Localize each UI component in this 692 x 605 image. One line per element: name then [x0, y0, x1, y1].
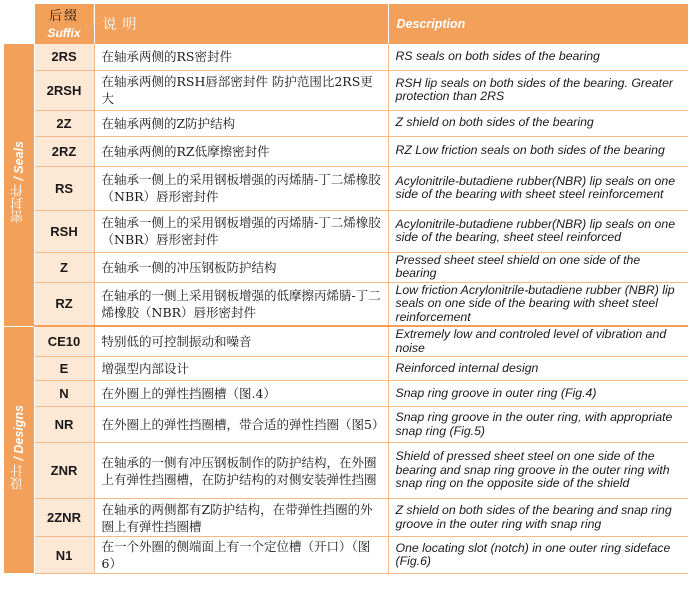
table-row [4, 44, 688, 70]
row-suffix: E [34, 357, 94, 381]
header-desc-zh: 说明 [94, 4, 388, 44]
header-desc-en: Description [388, 4, 688, 44]
row-suffix: RZ [34, 282, 94, 326]
row-suffix: CE10 [34, 326, 94, 357]
category-designs [4, 326, 34, 574]
category-seals-en: / Seals [12, 141, 27, 185]
table-row [4, 252, 688, 282]
row-desc-zh: 在轴承两侧的RS密封件 [94, 44, 388, 70]
table-header [4, 4, 688, 44]
row-desc-zh: 在外圈上的弹性挡圈槽，带合适的弹性挡圈（图5） [94, 407, 388, 443]
row-desc-zh: 在轴承两侧的RZ低摩擦密封件 [94, 136, 388, 166]
row-desc-zh: 在轴承一侧的冲压钢板防护结构 [94, 252, 388, 282]
table-row [4, 70, 688, 110]
row-suffix: 2Z [34, 110, 94, 136]
row-suffix: N1 [34, 537, 94, 574]
row-desc-en: Pressed sheet steel shield on one side of the bearing [388, 252, 688, 282]
row-desc-zh: 增强型内部设计 [94, 357, 388, 381]
row-suffix: N [34, 381, 94, 407]
row-desc-en: Acylonitrile-butadiene rubber(NBR) lip seals on one side of the bearing, sheet steel reinforced [388, 210, 688, 252]
table-row [4, 407, 688, 443]
table-row [4, 499, 688, 537]
row-desc-zh: 在轴承两侧的RSH唇部密封件 防护范围比2RS更大 [94, 70, 388, 110]
table-row [4, 381, 688, 407]
row-desc-zh: 在轴承的两侧都有Z防护结构，在带弹性挡圈的外圈上有弹性挡圈槽 [94, 499, 388, 537]
row-desc-zh: 在轴承一侧上的采用钢板增强的丙烯腈-丁二烯橡胶（NBR）唇形密封件 [94, 166, 388, 210]
row-desc-en: Acylonitrile-butadiene rubber(NBR) lip seals on one side of the bearing with sheet steel reinforcement [388, 166, 688, 210]
table-row [4, 357, 688, 381]
row-desc-en: Snap ring groove in outer ring (Fig.4) [388, 381, 688, 407]
row-suffix: Z [34, 252, 94, 282]
category-seals-zh: 密封件 [11, 184, 27, 224]
row-desc-zh: 在外圈上的弹性挡圈槽（图.4） [94, 381, 388, 407]
table-row [4, 443, 688, 499]
table-row [4, 210, 688, 252]
row-desc-en: Low friction Acrylonitrile-butadiene rubber (NBR) lip seals on one side of the bearing with sheet steel reinforcement [388, 282, 688, 326]
row-desc-en: Snap ring groove in the outer ring, with appropriate snap ring (Fig.5) [388, 407, 688, 443]
suffix-table [4, 4, 688, 574]
row-desc-en: Extremely low and controled level of vibration and noise [388, 326, 688, 357]
category-seals [4, 44, 34, 326]
header-blank [4, 4, 34, 44]
header-suffix-en: Suffix [47, 26, 81, 40]
row-desc-en: RSH lip seals on both sides of the bearing. Greater protection than 2RS [388, 70, 688, 110]
row-desc-zh: 在轴承两侧的Z防护结构 [94, 110, 388, 136]
row-desc-zh: 在轴承一侧上的采用钢板增强的丙烯腈-丁二烯橡胶（NBR）唇形密封件 [94, 210, 388, 252]
table-row [4, 110, 688, 136]
row-suffix: NR [34, 407, 94, 443]
row-desc-zh: 在一个外圈的侧端面上有一个定位槽（开口）（图6） [94, 537, 388, 574]
row-desc-zh: 在轴承的一侧上采用钢板增强的低摩擦丙烯腈-丁二烯橡胶（NBR）唇形密封件 [94, 282, 388, 326]
table-row [4, 326, 688, 357]
row-desc-en: Shield of pressed sheet steel on one side of the bearing and snap ring groove in the outer ring with snap ring on the opposite side of the shield [388, 443, 688, 499]
row-suffix: 2ZNR [34, 499, 94, 537]
table-row [4, 136, 688, 166]
table-row [4, 166, 688, 210]
header-suffix [34, 4, 94, 44]
row-suffix: 2RSH [34, 70, 94, 110]
table-row [4, 282, 688, 326]
row-desc-en: Reinforced internal design [388, 357, 688, 381]
row-desc-en: RZ Low friction seals on both sides of the bearing [388, 136, 688, 166]
row-desc-en: Z shield on both sides of the bearing [388, 110, 688, 136]
row-desc-zh: 在轴承的一侧有冲压钢板制作的防护结构，在外圈上有弹性挡圈槽，在防护结构的对侧安装弹性挡圈 [94, 443, 388, 499]
header-suffix-zh: 后缀 [35, 7, 94, 26]
row-suffix: ZNR [34, 443, 94, 499]
category-designs-zh: 设计 [11, 463, 27, 490]
category-designs-en: / Designs [12, 404, 27, 464]
row-desc-en: RS seals on both sides of the bearing [388, 44, 688, 70]
row-desc-zh: 特别低的可控制振动和噪音 [94, 326, 388, 357]
row-suffix: RSH [34, 210, 94, 252]
table-row [4, 537, 688, 574]
row-suffix: RS [34, 166, 94, 210]
row-desc-en: One locating slot (notch) in one outer ring sideface (Fig.6) [388, 537, 688, 574]
row-desc-en: Z shield on both sides of the bearing and snap ring groove in the outer ring with snap ring [388, 499, 688, 537]
row-suffix: 2RZ [34, 136, 94, 166]
row-suffix: 2RS [34, 44, 94, 70]
